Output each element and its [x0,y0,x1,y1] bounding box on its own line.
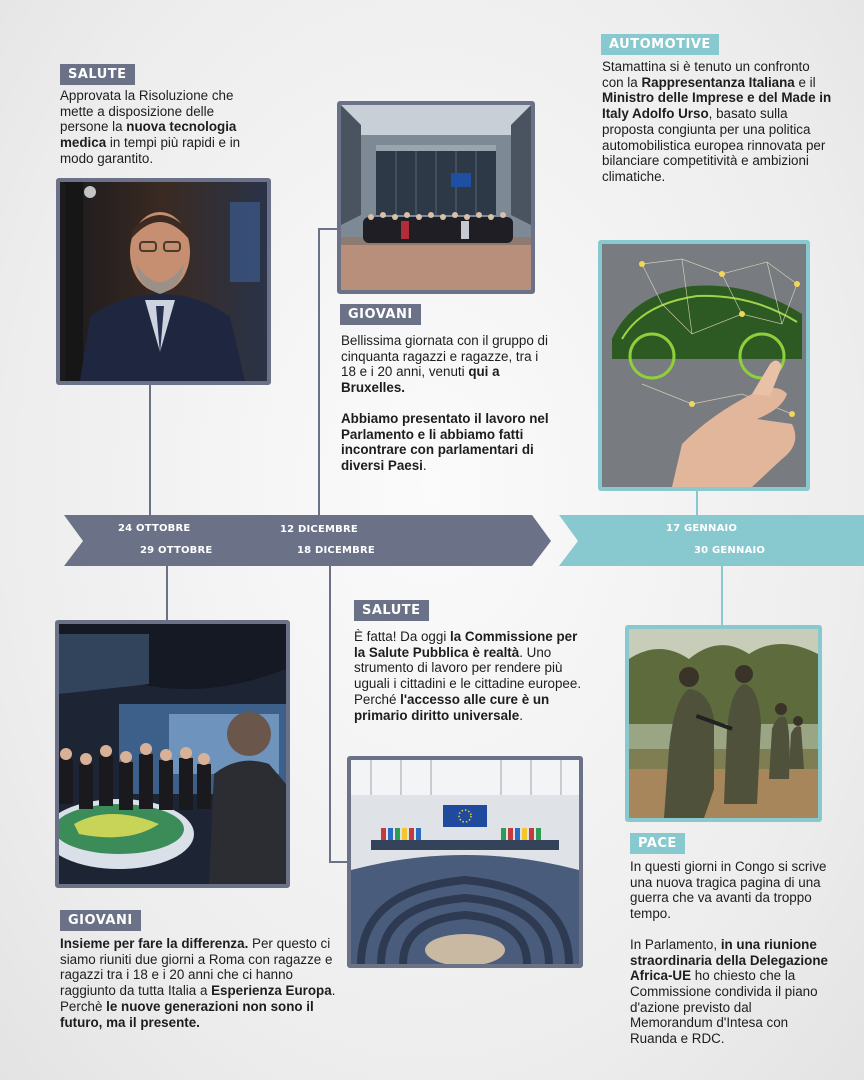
text-segment: in tempi più rapidi e in modo garantito. [60,135,241,166]
bold-text-segment: Esperienza Europa [211,983,332,999]
bold-text-segment: qui a Bruxelles. [341,364,500,396]
giovani-top-text [341,333,556,474]
bold-text-segment: in una riunione straordinaria della Delegazione Africa-UE [630,936,828,984]
category-tag-pace: PACE [630,833,685,854]
connector-line [721,566,723,628]
connector-line [166,566,168,622]
timeline-date-3: 12 DICEMBRE [280,524,358,535]
text-segment: . Perchè [60,983,336,1014]
bold-text-segment: Rappresentanza Italiana [641,74,795,90]
text-segment: e il [794,74,816,90]
text-segment: In Parlamento, [630,936,721,952]
timeline-bar [0,512,864,568]
giovani-bottom-text [60,936,350,1030]
bold-text-segment: Insieme per fare la differenza. [60,936,249,951]
text-segment: ho chiesto che la Commissione condivida il piano d'azione previsto dal Memorandum d'Intesa con Ruanda e RDC. [630,968,818,1047]
connector-line [149,382,151,515]
giovani-top-paragraph-1 [341,333,556,396]
connector-line [696,489,698,515]
timeline-date-2: 29 OTTOBRE [140,545,213,556]
bold-text-segment: Ministro delle Imprese e del Made in Italy Adolfo Urso [602,90,832,122]
text-segment: . [519,707,523,723]
parliament-building-photo [337,101,535,294]
bold-text-segment: la Commissione per la Salute Pubblica è realtà [354,629,578,660]
politician-portrait-photo [56,178,271,385]
text-segment: . [422,457,427,473]
timeline-date-4: 18 DICEMBRE [297,545,375,556]
text-segment: Per questo ci siamo riuniti due giorni a Roma con ragazze e ragazzi tra i 18 e i 20 anni che ci hanno raggiunto da tutta Italia a [60,936,333,999]
text-segment: Approvata la Risoluzione che mette a disposizione delle persone la [60,88,234,135]
pace-paragraph-1 [630,859,835,922]
connector-line [318,228,320,515]
timeline-date-6: 30 GENNAIO [694,545,766,556]
pace-paragraph-2 [630,937,835,1047]
category-tag-automotive: AUTOMOTIVE [601,34,719,55]
category-tag-giovani-2: GIOVANI [60,910,141,931]
automotive-tech-photo [598,240,810,491]
congo-soldiers-photo [625,625,822,822]
text-segment: Bellissima giornata con il gruppo di cinquanta ragazzi e ragazze, tra i 18 e i 20 anni, venuti [341,333,548,380]
giovani-top-paragraph-2 [341,411,556,474]
bold-text-segment: nuova tecnologia medica [60,119,237,151]
text-segment: È fatta! Da oggi [354,629,451,644]
esperienza-europa-photo [55,620,290,888]
salute-bottom-text [354,629,584,723]
connector-line [329,566,331,862]
text-segment: . Uno strumento di lavoro per rendere più uguali i cittadini e le cittadine europee. Perché [354,644,582,707]
timeline-date-1: 24 OTTOBRE [118,523,191,534]
text-segment: Stamattina si è tenuto un confronto con la [602,59,810,90]
category-tag-salute-2: SALUTE [354,600,429,621]
bold-text-segment: Abbiamo presentato il lavoro nel Parlamento e li abbiamo fatti incontrare con parlamentari di diversi Paesi [341,410,549,473]
timeline-date-5: 17 GENNAIO [666,523,738,534]
bold-text-segment: l'accesso alle cure è un primario diritto universale [354,691,550,723]
category-tag-giovani: GIOVANI [340,304,421,325]
parliament-hemicycle-photo [347,756,583,968]
bold-text-segment: le nuove generazioni non sono il futuro, ma il presente. [60,998,314,1030]
category-tag-salute: SALUTE [60,64,135,85]
salute-top-text [60,88,265,167]
text-segment: , basato sulla proposta congiunta per una politica automobilistica europea rinnovata per bilanciare competitività e ambizioni climatiche. [602,106,826,184]
text-segment: In questi giorni in Congo si scrive una nuova tragica pagina di una guerra che va avanti da troppo tempo. [630,859,827,922]
automotive-text [602,59,834,185]
pace-text [630,859,835,1047]
connector-line [319,228,339,230]
